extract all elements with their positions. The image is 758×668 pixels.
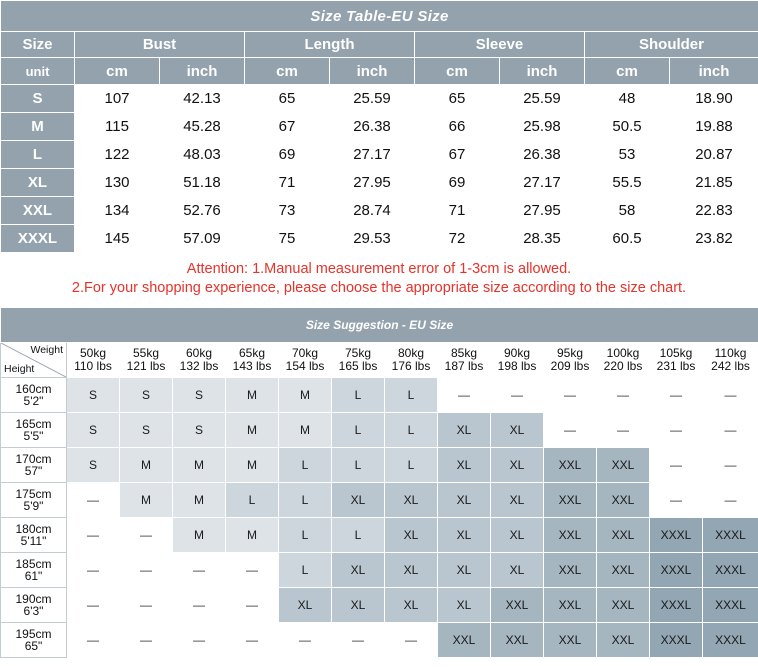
size-table-unit-row xyxy=(1,58,758,85)
weight-kg: 85kg xyxy=(450,346,478,360)
height-header xyxy=(1,518,67,553)
cell-bust-cm: 115 xyxy=(75,113,160,141)
suggestion-cell: S xyxy=(67,448,120,483)
weight-header xyxy=(332,343,385,378)
suggestion-cell: XXXL xyxy=(703,518,758,553)
suggestion-cell: XL xyxy=(385,588,438,623)
height-cm: 195cm xyxy=(15,627,52,641)
weight-lbs: 165 lbs xyxy=(338,359,378,373)
row-size-label: S xyxy=(1,85,75,113)
attention-note-line1: Attention: 1.Manual measurement error of 1-3cm is allowed. xyxy=(186,261,572,277)
suggestion-cell: XXL xyxy=(597,588,650,623)
suggestion-cell: — xyxy=(279,623,332,658)
suggestion-cell: XXL xyxy=(597,553,650,588)
suggestion-cell: XXL xyxy=(544,623,597,658)
attention-note-line2: 2.For your shopping experience, please choose the appropriate size according to the size chart. xyxy=(71,280,687,296)
table-row xyxy=(1,553,758,588)
height-cm: 165cm xyxy=(15,417,52,431)
suggestion-cell: — xyxy=(67,518,120,553)
suggestion-cell: — xyxy=(650,413,703,448)
weight-lbs: 121 lbs xyxy=(126,359,166,373)
weight-lbs: 132 lbs xyxy=(179,359,219,373)
height-ft: 57" xyxy=(24,464,43,478)
height-cm: 170cm xyxy=(15,452,52,466)
suggestion-cell: XXXL xyxy=(703,623,758,658)
weight-lbs: 220 lbs xyxy=(603,359,643,373)
suggestion-cell: XXL xyxy=(544,588,597,623)
suggestion-cell: M xyxy=(279,413,332,448)
suggestion-cell: XL xyxy=(491,413,544,448)
weight-header xyxy=(491,343,544,378)
weight-kg: 90kg xyxy=(503,346,531,360)
weight-kg: 60kg xyxy=(185,346,213,360)
weight-kg: 105kg xyxy=(659,346,693,360)
weight-lbs: 176 lbs xyxy=(391,359,431,373)
table-row xyxy=(1,85,758,113)
cell-shoulder-cm: 50.5 xyxy=(585,113,670,141)
table-row xyxy=(1,448,758,483)
cell-bust-inch: 45.28 xyxy=(160,113,245,141)
cell-length-cm: 67 xyxy=(245,113,330,141)
row-size-label: XL xyxy=(1,169,75,197)
cell-shoulder-inch: 21.85 xyxy=(670,169,758,197)
cell-shoulder-cm: 55.5 xyxy=(585,169,670,197)
suggestion-cell: XL xyxy=(438,448,491,483)
cell-length-inch: 26.38 xyxy=(330,113,415,141)
cell-sleeve-cm: 71 xyxy=(415,197,500,225)
unit-sleeve-inch: inch xyxy=(500,58,585,85)
suggestion-cell: — xyxy=(332,623,385,658)
cell-shoulder-cm: 60.5 xyxy=(585,225,670,253)
cell-bust-inch: 52.76 xyxy=(160,197,245,225)
weight-axis-label: Weight xyxy=(30,344,63,356)
suggestion-cell: XL xyxy=(385,483,438,518)
suggestion-cell: XXL xyxy=(438,623,491,658)
cell-sleeve-cm: 66 xyxy=(415,113,500,141)
weight-header xyxy=(385,343,438,378)
cell-length-inch: 27.95 xyxy=(330,169,415,197)
unit-length-inch: inch xyxy=(330,58,415,85)
suggestion-cell: S xyxy=(120,413,173,448)
suggestion-cell: XL xyxy=(332,483,385,518)
row-size-label: XXXL xyxy=(1,225,75,253)
cell-sleeve-cm: 69 xyxy=(415,169,500,197)
suggestion-cell: S xyxy=(67,413,120,448)
table-row xyxy=(1,413,758,448)
table-row xyxy=(1,483,758,518)
suggestion-cell: XL xyxy=(438,413,491,448)
suggestion-cell: L xyxy=(332,378,385,413)
suggestion-title-row xyxy=(1,308,758,343)
cell-length-cm: 73 xyxy=(245,197,330,225)
suggestion-header-row xyxy=(1,343,758,378)
suggestion-cell: S xyxy=(120,378,173,413)
cell-bust-inch: 51.18 xyxy=(160,169,245,197)
suggestion-cell: — xyxy=(226,623,279,658)
height-header xyxy=(1,623,67,658)
weight-header xyxy=(650,343,703,378)
suggestion-cell: XXL xyxy=(491,623,544,658)
height-header xyxy=(1,413,67,448)
row-size-label: L xyxy=(1,141,75,169)
suggestion-cell: — xyxy=(226,553,279,588)
cell-shoulder-inch: 18.90 xyxy=(670,85,758,113)
suggestion-cell: XXL xyxy=(597,483,650,518)
weight-lbs: 154 lbs xyxy=(285,359,325,373)
suggestion-cell: XXL xyxy=(597,518,650,553)
suggestion-cell: XXXL xyxy=(703,553,758,588)
suggestion-cell: M xyxy=(120,448,173,483)
weight-header xyxy=(597,343,650,378)
weight-kg: 65kg xyxy=(238,346,266,360)
weight-header xyxy=(279,343,332,378)
suggestion-cell: — xyxy=(650,378,703,413)
size-suggestion-table xyxy=(0,307,758,658)
suggestion-cell: S xyxy=(173,413,226,448)
weight-header xyxy=(438,343,491,378)
suggestion-title: Size Suggestion - EU Size xyxy=(1,308,758,343)
suggestion-cell: — xyxy=(120,588,173,623)
weight-lbs: 209 lbs xyxy=(550,359,590,373)
table-row xyxy=(1,378,758,413)
unit-length-cm: cm xyxy=(245,58,330,85)
height-header xyxy=(1,553,67,588)
weight-kg: 95kg xyxy=(556,346,584,360)
cell-length-inch: 27.17 xyxy=(330,141,415,169)
suggestion-cell: L xyxy=(385,413,438,448)
table-row xyxy=(1,225,758,253)
suggestion-cell: XL xyxy=(438,518,491,553)
suggestion-cell: — xyxy=(544,378,597,413)
weight-header xyxy=(544,343,597,378)
suggestion-cell: M xyxy=(173,518,226,553)
suggestion-cell: M xyxy=(173,448,226,483)
suggestion-cell: M xyxy=(226,518,279,553)
suggestion-cell: L xyxy=(385,378,438,413)
height-header xyxy=(1,378,67,413)
cell-length-cm: 65 xyxy=(245,85,330,113)
cell-length-inch: 25.59 xyxy=(330,85,415,113)
suggestion-cell: XL xyxy=(438,588,491,623)
row-size-label: M xyxy=(1,113,75,141)
weight-lbs: 110 lbs xyxy=(74,359,112,373)
unit-sleeve-cm: cm xyxy=(415,58,500,85)
suggestion-cell: — xyxy=(120,553,173,588)
suggestion-cell: M xyxy=(226,448,279,483)
table-row xyxy=(1,141,758,169)
suggestion-cell: — xyxy=(173,588,226,623)
suggestion-cell: XXXL xyxy=(703,588,758,623)
weight-lbs: 187 lbs xyxy=(444,359,484,373)
cell-shoulder-inch: 22.83 xyxy=(670,197,758,225)
weight-header xyxy=(226,343,279,378)
suggestion-cell: L xyxy=(332,518,385,553)
suggestion-cell: L xyxy=(226,483,279,518)
suggestion-cell: M xyxy=(226,378,279,413)
group-header-bust: Bust xyxy=(75,32,245,58)
cell-length-inch: 29.53 xyxy=(330,225,415,253)
suggestion-cell: — xyxy=(650,448,703,483)
weight-header xyxy=(173,343,226,378)
cell-length-cm: 75 xyxy=(245,225,330,253)
weight-kg: 100kg xyxy=(606,346,640,360)
suggestion-cell: — xyxy=(385,623,438,658)
height-ft: 5'2" xyxy=(23,394,44,408)
cell-sleeve-cm: 72 xyxy=(415,225,500,253)
height-header xyxy=(1,448,67,483)
weight-kg: 80kg xyxy=(397,346,425,360)
weight-lbs: 242 lbs xyxy=(711,359,750,373)
suggestion-cell: — xyxy=(173,623,226,658)
suggestion-cell: XL xyxy=(332,588,385,623)
cell-bust-inch: 42.13 xyxy=(160,85,245,113)
suggestion-cell: — xyxy=(438,378,491,413)
suggestion-cell: — xyxy=(703,378,758,413)
suggestion-cell: L xyxy=(385,448,438,483)
suggestion-cell: XXXL xyxy=(650,623,703,658)
height-cm: 190cm xyxy=(15,592,52,606)
cell-bust-cm: 145 xyxy=(75,225,160,253)
cell-bust-cm: 122 xyxy=(75,141,160,169)
suggestion-cell: — xyxy=(703,448,758,483)
suggestion-cell: XXL xyxy=(597,623,650,658)
cell-sleeve-cm: 67 xyxy=(415,141,500,169)
height-cm: 185cm xyxy=(15,557,52,571)
suggestion-cell: — xyxy=(597,413,650,448)
suggestion-cell: L xyxy=(332,448,385,483)
suggestion-cell: L xyxy=(279,553,332,588)
suggestion-cell: — xyxy=(703,413,758,448)
suggestion-cell: XL xyxy=(491,483,544,518)
suggestion-cell: M xyxy=(226,413,279,448)
suggestion-cell: XXL xyxy=(544,483,597,518)
suggestion-cell: — xyxy=(703,483,758,518)
unit-bust-inch: inch xyxy=(160,58,245,85)
height-cm: 175cm xyxy=(15,487,52,501)
group-header-shoulder: Shoulder xyxy=(585,32,758,58)
weight-lbs: 143 lbs xyxy=(232,359,272,373)
suggestion-cell: XXL xyxy=(544,448,597,483)
height-ft: 6'3" xyxy=(23,604,44,618)
suggestion-cell: — xyxy=(226,588,279,623)
suggestion-cell: XXL xyxy=(544,553,597,588)
height-cm: 160cm xyxy=(15,382,52,396)
cell-bust-inch: 48.03 xyxy=(160,141,245,169)
suggestion-cell: L xyxy=(279,483,332,518)
weight-header xyxy=(703,343,758,378)
suggestion-cell: L xyxy=(279,448,332,483)
suggestion-cell: — xyxy=(67,588,120,623)
suggestion-cell: XXXL xyxy=(650,518,703,553)
unit-shoulder-inch: inch xyxy=(670,58,758,85)
weight-kg: 75kg xyxy=(344,346,372,360)
suggestion-cell: M xyxy=(173,483,226,518)
suggestion-cell: — xyxy=(120,518,173,553)
unit-bust-cm: cm xyxy=(75,58,160,85)
weight-lbs: 198 lbs xyxy=(497,359,537,373)
suggestion-cell: XXXL xyxy=(650,588,703,623)
weight-header xyxy=(120,343,173,378)
cell-length-cm: 69 xyxy=(245,141,330,169)
suggestion-cell: XL xyxy=(332,553,385,588)
suggestion-cell: L xyxy=(279,518,332,553)
suggestion-cell: — xyxy=(173,553,226,588)
unit-label: unit xyxy=(1,58,75,85)
cell-shoulder-cm: 58 xyxy=(585,197,670,225)
cell-sleeve-cm: 65 xyxy=(415,85,500,113)
table-row xyxy=(1,588,758,623)
height-ft: 5'9" xyxy=(23,499,44,513)
suggestion-cell: XXXL xyxy=(650,553,703,588)
size-table-title: Size Table-EU Size xyxy=(1,1,758,32)
suggestion-cell: XXL xyxy=(544,518,597,553)
unit-shoulder-cm: cm xyxy=(585,58,670,85)
weight-kg: 70kg xyxy=(291,346,319,360)
weight-kg: 110kg xyxy=(714,346,747,360)
table-row xyxy=(1,169,758,197)
cell-sleeve-inch: 25.98 xyxy=(500,113,585,141)
group-header-sleeve: Sleeve xyxy=(415,32,585,58)
suggestion-cell: S xyxy=(67,378,120,413)
height-header xyxy=(1,588,67,623)
axis-corner-cell xyxy=(1,343,67,378)
cell-length-inch: 28.74 xyxy=(330,197,415,225)
suggestion-cell: L xyxy=(332,413,385,448)
cell-length-cm: 71 xyxy=(245,169,330,197)
cell-shoulder-inch: 20.87 xyxy=(670,141,758,169)
weight-lbs: 231 lbs xyxy=(656,359,696,373)
size-table-group-header xyxy=(1,32,758,58)
suggestion-cell: XL xyxy=(438,483,491,518)
height-ft: 61" xyxy=(24,569,43,583)
suggestion-cell: — xyxy=(491,378,544,413)
cell-bust-cm: 107 xyxy=(75,85,160,113)
cell-sleeve-inch: 28.35 xyxy=(500,225,585,253)
suggestion-cell: XL xyxy=(438,553,491,588)
suggestion-cell: — xyxy=(67,483,120,518)
cell-shoulder-cm: 53 xyxy=(585,141,670,169)
suggestion-cell: — xyxy=(544,413,597,448)
suggestion-cell: M xyxy=(279,378,332,413)
cell-sleeve-inch: 25.59 xyxy=(500,85,585,113)
cell-shoulder-inch: 19.88 xyxy=(670,113,758,141)
cell-shoulder-cm: 48 xyxy=(585,85,670,113)
attention-note xyxy=(0,253,758,307)
suggestion-cell: XXL xyxy=(597,448,650,483)
cell-bust-cm: 130 xyxy=(75,169,160,197)
suggestion-cell: — xyxy=(597,378,650,413)
cell-bust-cm: 134 xyxy=(75,197,160,225)
suggestion-cell: — xyxy=(120,623,173,658)
suggestion-cell: XXL xyxy=(491,588,544,623)
height-ft: 5'11" xyxy=(20,534,47,548)
group-header-length: Length xyxy=(245,32,415,58)
height-header xyxy=(1,483,67,518)
height-axis-label: Height xyxy=(4,363,35,375)
group-header-size: Size xyxy=(1,32,75,58)
suggestion-cell: XL xyxy=(491,553,544,588)
weight-kg: 50kg xyxy=(79,346,107,360)
cell-sleeve-inch: 27.95 xyxy=(500,197,585,225)
table-row xyxy=(1,518,758,553)
cell-shoulder-inch: 23.82 xyxy=(670,225,758,253)
suggestion-cell: M xyxy=(120,483,173,518)
suggestion-cell: S xyxy=(173,378,226,413)
table-row xyxy=(1,113,758,141)
weight-header xyxy=(67,343,120,378)
suggestion-cell: XL xyxy=(385,518,438,553)
suggestion-cell: — xyxy=(650,483,703,518)
height-ft: 65" xyxy=(24,639,43,653)
suggestion-cell: — xyxy=(67,623,120,658)
height-ft: 5'5" xyxy=(23,429,44,443)
height-cm: 180cm xyxy=(15,522,52,536)
table-row xyxy=(1,197,758,225)
size-table-title-row xyxy=(1,1,758,32)
suggestion-cell: — xyxy=(67,553,120,588)
cell-sleeve-inch: 27.17 xyxy=(500,169,585,197)
table-row xyxy=(1,623,758,658)
suggestion-cell: XL xyxy=(491,448,544,483)
cell-sleeve-inch: 26.38 xyxy=(500,141,585,169)
suggestion-cell: XL xyxy=(279,588,332,623)
suggestion-cell: XL xyxy=(385,553,438,588)
suggestion-cell: XL xyxy=(491,518,544,553)
size-table xyxy=(0,0,758,253)
cell-bust-inch: 57.09 xyxy=(160,225,245,253)
row-size-label: XXL xyxy=(1,197,75,225)
weight-kg: 55kg xyxy=(132,346,160,360)
